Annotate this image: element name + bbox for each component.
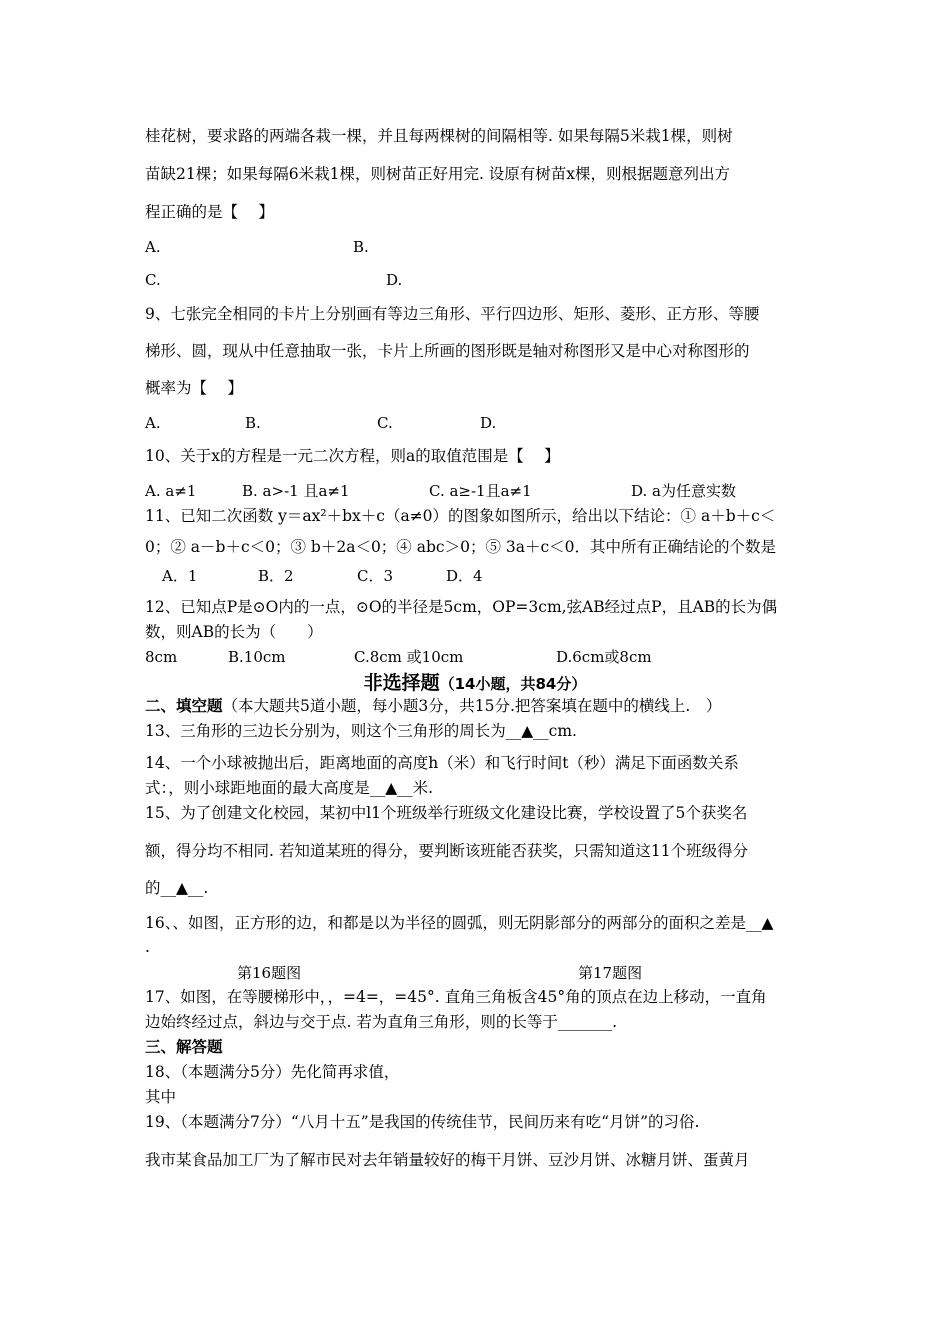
q8-line-3: 程正确的是【 】 <box>145 203 274 221</box>
q8-option-c: C. <box>145 271 161 289</box>
q19-line-2: 我市某食品加工厂为了解市民对去年销量较好的梅干月饼、豆沙月饼、冰糖月饼、蛋黄月 <box>145 1151 750 1169</box>
q19-line-1: 19、（本题满分7分）“八月十五”是我国的传统佳节，民间历来有吃“月饼”的习俗. <box>145 1113 700 1131</box>
q12-option-a: 8cm <box>145 648 178 666</box>
part2-header <box>145 696 721 716</box>
q12-line-1: 12、已知点P是⊙O内的一点，⊙O的半径是5cm，OP=3cm,弦AB经过点P，且AB的长为偶 <box>145 598 778 616</box>
q15-line-3: 的__▲__. <box>145 879 209 897</box>
q14-line-1: 14、一个小球被抛出后，距离地面的高度h（米）和飞行时间t（秒）满足下面函数关系 <box>145 754 739 772</box>
q10-line-1: 10、关于x的方程是一元二次方程，则a的取值范围是【 】 <box>145 447 560 465</box>
figure-17-caption: 第17题图 <box>578 964 643 982</box>
q9-line-1: 9、七张完全相同的卡片上分别画有等边三角形、平行四边形、矩形、菱形、正方形、等腰 <box>145 305 760 323</box>
q8-line-1: 桂花树，要求路的两端各栽一棵，并且每两棵树的间隔相等. 如果每隔5米栽1棵，则树 <box>145 127 733 145</box>
q10-option-c: C. a≥-1且a≠1 <box>429 482 532 500</box>
q17-line-2: 边始终经过点，斜边与交于点. 若为直角三角形，则的长等于_______. <box>145 1013 618 1031</box>
q11-line-1: 11、已知二次函数 y＝ax²＋bx＋c（a≠0）的图象如图所示，给出以下结论：① a＋b＋c＜ <box>145 507 776 525</box>
section-heading-sub: （14小题，共84分） <box>439 675 587 693</box>
q12-option-d: D.6cm或8cm <box>556 648 652 666</box>
q16-line-1: 16、、如图，正方形的边，和都是以为半径的圆弧，则无阴影部分的两部分的面积之差是__▲ <box>145 914 774 932</box>
q17-line-1: 17、如图，在等腰梯形中，，=4=，=45°. 直角三角板含45°角的顶点在边上移动，一直角 <box>145 988 767 1006</box>
q16-line-2: . <box>145 938 150 956</box>
figure-16-caption: 第16题图 <box>237 964 302 982</box>
q12-option-c: C.8cm 或10cm <box>354 648 464 666</box>
q12-line-2: 数，则AB的长为（ ） <box>145 623 323 641</box>
q9-option-c: C. <box>377 414 393 432</box>
q11-line-2: 0；② a－b＋c＜0；③ b＋2a＜0；④ abc＞0；⑤ 3a＋c＜0．其中所有正确结论的个数是 <box>145 538 777 556</box>
q10-option-a: A. a≠1 <box>145 482 197 500</box>
q8-option-d: D. <box>386 271 403 289</box>
section-heading-title: 非选择题 <box>363 672 440 694</box>
q8-line-2: 苗缺21棵；如果每隔6米栽1棵，则树苗正好用完. 设原有树苗x棵，则根据题意列出方 <box>145 165 731 183</box>
q14-line-2: 式：，则小球距地面的最大高度是__▲__米. <box>145 779 434 797</box>
q11-option-a: A．1 <box>162 567 198 585</box>
part2-description: （本大题共5道小题，每小题3分，共15分.把答案填在题中的横线上. ） <box>222 697 722 715</box>
q9-option-a: A. <box>145 414 161 432</box>
q15-line-2: 额，得分均不相同. 若知道某班的得分，要判断该班能否获奖，只需知道这11个班级得分 <box>145 842 749 860</box>
q15-line-1: 15、为了创建文化校园，某初中l1个班级举行班级文化建设比赛，学校设置了5个获奖名 <box>145 804 748 822</box>
q10-option-d: D. a为任意实数 <box>631 482 736 500</box>
q13-line: 13、三角形的三边长分别为，则这个三角形的周长为__▲__cm. <box>145 722 577 740</box>
section-heading <box>0 668 950 695</box>
q10-option-b: B. a>-1 且a≠1 <box>242 482 350 500</box>
q9-line-2: 梯形、圆，现从中任意抽取一张，卡片上所画的图形既是轴对称图形又是中心对称图形的 <box>145 342 750 360</box>
q18-line-1: 18、（本题满分5分）先化简再求值， <box>145 1063 400 1081</box>
q11-option-d: D．4 <box>446 567 483 585</box>
q12-option-b: B.10cm <box>228 648 286 666</box>
q8-option-a: A. <box>145 238 161 256</box>
part2-title: 二、填空题 <box>145 697 223 715</box>
q11-option-b: B．2 <box>258 567 294 585</box>
part3-title: 三、解答题 <box>145 1038 223 1056</box>
q9-option-b: B. <box>245 414 261 432</box>
q9-option-d: D. <box>480 414 497 432</box>
q18-line-2: 其中 <box>145 1088 177 1106</box>
q8-option-b: B. <box>353 238 369 256</box>
q9-line-3: 概率为【 】 <box>145 379 243 397</box>
q11-option-c: C．3 <box>357 567 394 585</box>
